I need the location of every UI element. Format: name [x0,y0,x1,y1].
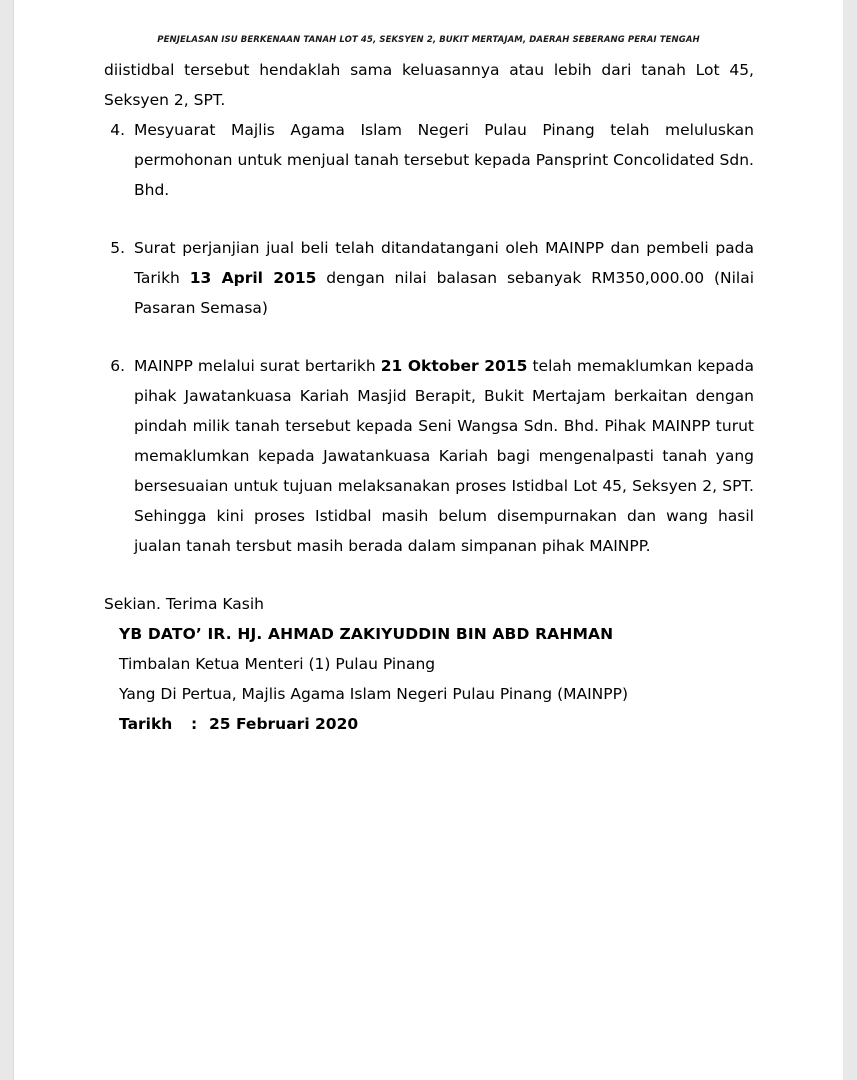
text-run-bold: 13 April 2015 [189,269,317,287]
date-value: 25 Februari 2020 [209,715,359,733]
list-item [104,233,754,323]
document-page [14,0,843,1080]
list-item-text [134,351,754,561]
running-header: PENJELASAN ISU BERKENAAN TANAH LOT 45, SEKSYEN 2, BUKIT MERTAJAM, DAERAH SEBERANG PERAI TENGAH [157,35,700,45]
list-item [104,351,754,561]
text-run: telah memaklumkan kepada pihak Jawatankuasa Kariah Masjid Berapit, Bukit Mertajam berkaitan dengan pindah milik tanah tersebut kepada Seni Wangsa Sdn. Bhd. Pihak MAINPP turut memaklumkan kepada Jawatankuasa Kariah bagi mengenalpasti tanah yang bersesuaian untuk tujuan melaksanakan proses Istidbal Lot 45, Seksyen 2, SPT. Sehingga kini proses Istidbal masih belum disempurnakan dan wang hasil jualan tanah tersbut masih berada dalam simpanan pihak MAINPP. [134,357,755,555]
text-run: Mesyuarat Majlis Agama Islam Negeri Pulau Pinang telah meluluskan permohonan untuk menjual tanah tersebut kepada Pansprint Concolidated Sdn. Bhd. [134,121,754,199]
closing-line: Sekian. Terima Kasih [104,595,265,613]
list-item-text [134,115,754,205]
signatory-name: YB DATO’ IR. HJ. AHMAD ZAKIYUDDIN BIN ABD RAHMAN [119,625,614,643]
list-item-text [134,233,754,323]
date-label: Tarikh [119,715,173,733]
signatory-role-1: Timbalan Ketua Menteri (1) Pulau Pinang [119,655,436,673]
text-run-bold: 21 Oktober 2015 [380,357,528,375]
list-item-number: 4. [110,121,125,139]
document-body [104,55,754,739]
text-run: Surat perjanjian jual beli telah ditandatangani oleh MAINPP dan pembeli pada Tarikh [134,239,754,287]
list-item-number: 5. [110,239,125,257]
page-margin-right [843,0,857,1080]
signature-date [119,709,754,739]
date-colon: : [191,715,198,733]
list-item-number: 6. [110,357,125,375]
continued-paragraph: diistidbal tersebut hendaklah sama keluasannya atau lebih dari tanah Lot 45, Seksyen 2, SPT. [104,61,754,109]
text-run: MAINPP melalui surat bertarikh [134,357,381,375]
signature-block [119,619,754,739]
signatory-role-2: Yang Di Pertua, Majlis Agama Islam Negeri Pulau Pinang (MAINPP) [119,685,629,703]
text-run: dengan nilai balasan sebanyak RM350,000.00 (Nilai Pasaran Semasa) [134,269,754,317]
list-item [104,115,754,205]
